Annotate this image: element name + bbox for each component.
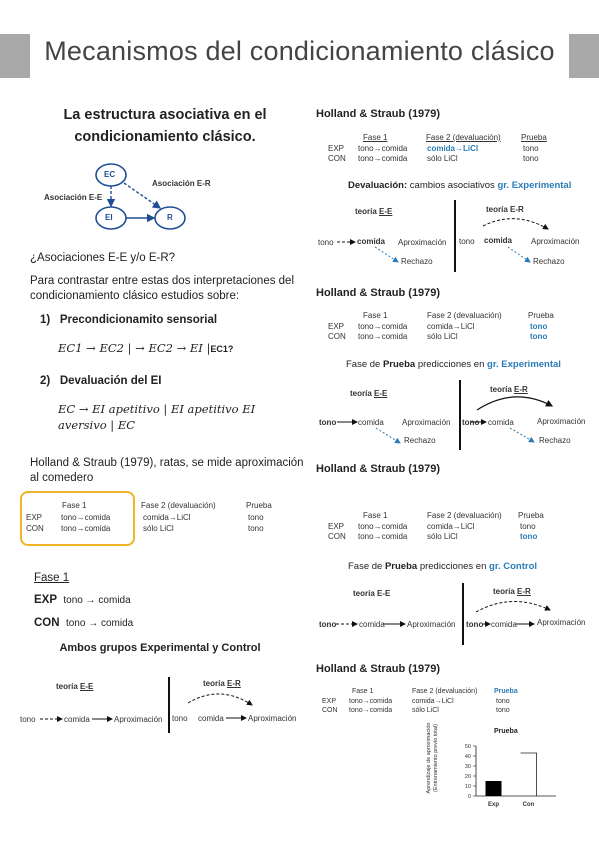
ec-label: EC bbox=[104, 170, 116, 179]
r3-teoria-er-prefix: teoría bbox=[493, 587, 518, 596]
r1-con-f1: tono→comida bbox=[358, 154, 408, 163]
question: ¿Asociaciones E-E y/o E-R? bbox=[30, 252, 176, 264]
lb-comida: comida bbox=[64, 715, 90, 724]
r3-comida-2: comida bbox=[491, 620, 517, 629]
r1-teoria-ee-prefix: teoría bbox=[355, 207, 380, 216]
chart-ylabel-2: (Entrenamiento previo total) bbox=[433, 724, 439, 792]
r3-teoria-er-key: E-R bbox=[517, 587, 531, 596]
fase1-exp-label: EXP bbox=[34, 594, 58, 606]
lt-exp-p: tono bbox=[248, 513, 264, 522]
r1-title: Holland & Straub (1979) bbox=[316, 108, 441, 120]
r4-exp-p: tono bbox=[496, 698, 510, 705]
r1-teoria-er-prefix: teoría bbox=[486, 205, 511, 214]
chart-bar bbox=[486, 781, 502, 796]
r1-exp-p: tono bbox=[523, 144, 539, 153]
r2-h-fase2: Fase 2 (devaluación) bbox=[427, 311, 502, 320]
r3-con: CON bbox=[328, 532, 346, 541]
lb-aprox-2: Aproximación bbox=[248, 714, 297, 723]
r3-tono-2: tono bbox=[466, 620, 484, 629]
ambos-title: Ambos grupos Experimental y Control bbox=[59, 642, 261, 654]
holland-desc-line1: Holland & Straub (1979), ratas, se mide aproximación bbox=[30, 457, 304, 469]
r2-exp-f1: tono→comida bbox=[358, 322, 408, 331]
devaluacion-prefix: Devaluación: bbox=[348, 180, 408, 191]
r2-h-fase1: Fase 1 bbox=[363, 311, 388, 320]
lt-h-fase2: Fase 2 (devaluación) bbox=[141, 501, 216, 510]
r1-teoria-ee-key: E-E bbox=[379, 207, 393, 216]
lt-exp-f2: comida→LiCl bbox=[143, 513, 191, 522]
item1-num: 1) bbox=[40, 314, 51, 326]
r2-teoria-er-key: E-R bbox=[514, 385, 528, 394]
page-title: Mecanismos del condicionamiento clásico bbox=[44, 36, 555, 66]
r2-rechazo-2: Rechazo bbox=[539, 436, 571, 445]
contrast-line2: condicionamiento clásico estudios sobre: bbox=[30, 290, 240, 302]
section-title-line2: condicionamiento clásico. bbox=[74, 129, 256, 145]
r4-h-fase1: Fase 1 bbox=[352, 688, 374, 695]
r2-tono: tono bbox=[319, 418, 337, 427]
holland-desc-line2: al comedero bbox=[30, 472, 94, 484]
lb-aprox: Aproximación bbox=[114, 715, 163, 724]
ee-label: Asociación E-E bbox=[44, 193, 103, 202]
prueba-con-key: gr. Control bbox=[489, 561, 538, 572]
lt-con: CON bbox=[26, 524, 44, 533]
r3-con-f2: sólo LiCl bbox=[427, 532, 458, 541]
lb-teoria-er-key: E-R bbox=[227, 679, 241, 688]
lt-exp: EXP bbox=[26, 513, 43, 522]
r2-tono-2: tono bbox=[462, 418, 480, 427]
fase1-exp-text: tono → comida bbox=[63, 595, 131, 606]
r4-h-fase2: Fase 2 (devaluación) bbox=[412, 688, 478, 695]
chart-ytick-label: 50 bbox=[464, 744, 471, 750]
r2-comida: comida bbox=[358, 418, 384, 427]
r3-aprox: Aproximación bbox=[407, 620, 456, 629]
r2-aprox: Aproximación bbox=[402, 418, 451, 427]
contrast-line1: Para contrastar entre estas dos interpretaciones del bbox=[30, 275, 295, 287]
r1-rechazo: Rechazo bbox=[401, 257, 433, 266]
prueba-exp-mid: predicciones en bbox=[415, 359, 488, 370]
r2-teoria-er-prefix: teoría bbox=[490, 385, 515, 394]
r1-con-f2: sólo LiCl bbox=[427, 154, 458, 163]
chart-xtick-label: Exp bbox=[487, 802, 500, 808]
lb-comida-2: comida bbox=[198, 714, 224, 723]
lt-h-fase1: Fase 1 bbox=[62, 501, 87, 510]
chart-ylabel-1: Aprendizaje de aproximación bbox=[426, 722, 432, 794]
r1-h-fase1: Fase 1 bbox=[363, 133, 388, 142]
r3-con-p: tono bbox=[520, 532, 538, 541]
lt-exp-f1: tono→comida bbox=[61, 513, 111, 522]
item1-label: Precondicionamito sensorial bbox=[59, 314, 218, 326]
lt-h-prueba: Prueba bbox=[246, 501, 272, 510]
chart-bar bbox=[521, 753, 537, 796]
item1-math-tail: EC1? bbox=[210, 344, 234, 354]
r4-con-f2: sólo LiCl bbox=[412, 707, 439, 714]
r1-aprox-2: Aproximación bbox=[531, 237, 580, 246]
r4-exp-f1: tono→comida bbox=[349, 698, 393, 705]
chart-ytick-label: 40 bbox=[464, 754, 471, 760]
r1-con-p: tono bbox=[523, 154, 539, 163]
lt-con-f1: tono→comida bbox=[61, 524, 111, 533]
r4-exp: EXP bbox=[322, 698, 337, 705]
r1-aprox: Aproximación bbox=[398, 238, 447, 247]
r3-aprox-2: Aproximación bbox=[537, 618, 586, 627]
r4-exp-f2: comida→LiCl bbox=[412, 698, 454, 705]
r3-con-f1: tono→comida bbox=[358, 532, 408, 541]
r3-comida: comida bbox=[359, 620, 385, 629]
lb-tono: tono bbox=[20, 715, 36, 724]
r4-h-prueba: Prueba bbox=[494, 688, 518, 695]
r1-exp-f2: comida→LiCl bbox=[427, 144, 479, 153]
devaluacion-key: gr. Experimental bbox=[497, 180, 572, 191]
r3-teoria-ee-key: E-E bbox=[377, 589, 391, 598]
r3-exp-f2: comida→LiCl bbox=[427, 522, 475, 531]
r2-con-p: tono bbox=[530, 332, 548, 341]
r2-teoria-ee-prefix: teoría bbox=[350, 389, 375, 398]
fase1-con-text: tono → comida bbox=[65, 618, 134, 629]
item2-math-line1: EC → EI apetitivo | EI apetitivo EI bbox=[58, 402, 256, 416]
r1-teoria-er-key: E-R bbox=[510, 205, 524, 214]
chart-ytick-label: 20 bbox=[464, 774, 471, 780]
item2-label: Devaluación del EI bbox=[59, 375, 162, 387]
r2-rechazo: Rechazo bbox=[404, 436, 436, 445]
prueba-exp-prefix: Fase de bbox=[346, 359, 383, 370]
r1-tono-2: tono bbox=[459, 237, 475, 246]
r3-h-prueba: Prueba bbox=[518, 511, 544, 520]
r1-comida-2: comida bbox=[484, 236, 513, 245]
r3-exp-f1: tono→comida bbox=[358, 522, 408, 531]
r4-title: Holland & Straub (1979) bbox=[316, 663, 441, 675]
r3-exp: EXP bbox=[328, 522, 345, 531]
er-label: Asociación E-R bbox=[152, 179, 211, 188]
r1-h-prueba: Prueba bbox=[521, 133, 547, 142]
chart-title: Prueba bbox=[494, 728, 518, 735]
item2-num: 2) bbox=[40, 375, 51, 387]
r1-rechazo-2: Rechazo bbox=[533, 257, 565, 266]
r1-h-fase2: Fase 2 (devaluación) bbox=[426, 133, 501, 142]
lb-teoria-er-prefix: teoría bbox=[203, 679, 228, 688]
chart-ytick-label: 30 bbox=[464, 764, 471, 770]
prueba-exp-key: gr. Experimental bbox=[487, 359, 561, 370]
r2-title: Holland & Straub (1979) bbox=[316, 287, 441, 299]
prueba-con-mid: predicciones en bbox=[417, 561, 490, 572]
r3-exp-p: tono bbox=[520, 522, 536, 531]
r2-con: CON bbox=[328, 332, 346, 341]
r3-h-fase2: Fase 2 (devaluación) bbox=[427, 511, 502, 520]
r2-h-prueba: Prueba bbox=[528, 311, 554, 320]
r4-con-f1: tono→comida bbox=[349, 707, 393, 714]
lt-con-p: tono bbox=[248, 524, 264, 533]
r4-con-p: tono bbox=[496, 707, 510, 714]
section-title-line1: La estructura asociativa en el bbox=[63, 107, 267, 123]
r2-exp: EXP bbox=[328, 322, 345, 331]
r1-exp-f1: tono→comida bbox=[358, 144, 408, 153]
r4-con: CON bbox=[322, 707, 338, 714]
item1-math-main: EC1 → EC2 | → EC2 → EI | bbox=[58, 341, 211, 355]
prueba-con-bold: Prueba bbox=[384, 561, 418, 572]
item2-math-line2: aversivo | EC bbox=[58, 418, 136, 432]
r1-tono: tono bbox=[318, 238, 334, 247]
r2-con-f1: tono→comida bbox=[358, 332, 408, 341]
r2-aprox-2: Aproximación bbox=[537, 417, 586, 426]
lb-tono-2: tono bbox=[172, 714, 188, 723]
r1-exp: EXP bbox=[328, 144, 345, 153]
lb-teoria-ee-key: E-E bbox=[80, 682, 94, 691]
ei-label: EI bbox=[105, 213, 113, 222]
fase1-title: Fase 1 bbox=[34, 572, 70, 584]
r-label: R bbox=[167, 213, 173, 222]
r2-con-f2: sólo LiCl bbox=[427, 332, 458, 341]
lb-teoria-ee-prefix: teoría bbox=[56, 682, 81, 691]
r2-teoria-ee-key: E-E bbox=[374, 389, 388, 398]
chart-xtick-label: Con bbox=[522, 802, 535, 808]
r3-teoria-ee-prefix: teoría bbox=[353, 589, 378, 598]
chart-ytick-label: 10 bbox=[464, 784, 471, 790]
prueba-exp-bold: Prueba bbox=[382, 359, 416, 370]
prueba-con-prefix: Fase de bbox=[348, 561, 385, 572]
r2-exp-p: tono bbox=[530, 322, 548, 331]
r2-exp-f2: comida→LiCl bbox=[427, 322, 475, 331]
chart-ytick-label: 0 bbox=[467, 794, 471, 800]
r2-comida-2: comida bbox=[488, 418, 514, 427]
r1-comida: comida bbox=[357, 237, 386, 246]
r3-h-fase1: Fase 1 bbox=[363, 511, 388, 520]
r1-con: CON bbox=[328, 154, 346, 163]
r3-title: Holland & Straub (1979) bbox=[316, 463, 441, 475]
lt-con-f2: sólo LiCl bbox=[143, 524, 174, 533]
devaluacion-mid: cambios asociativos bbox=[407, 180, 498, 191]
r3-tono: tono bbox=[319, 620, 337, 629]
fase1-con-label: CON bbox=[34, 617, 60, 629]
